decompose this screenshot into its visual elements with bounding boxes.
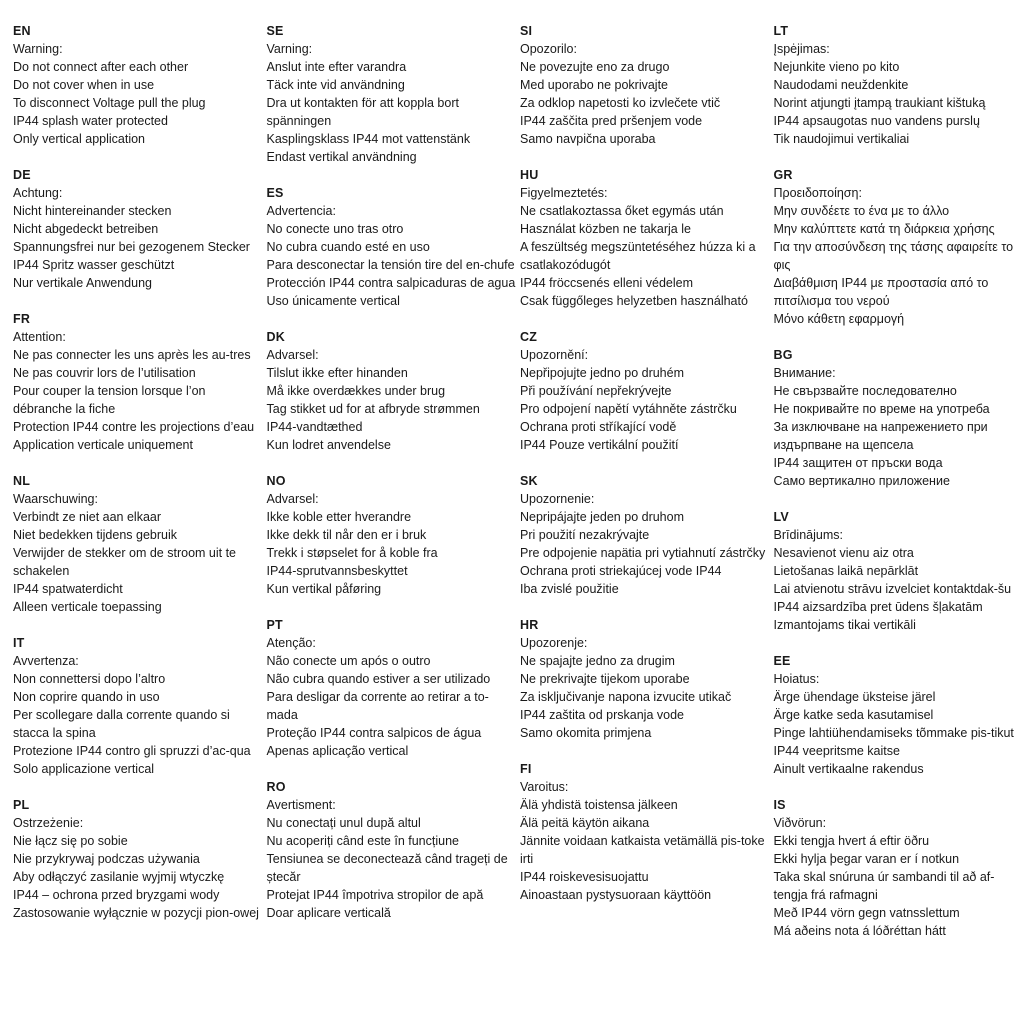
warning-line: Ärge ühendage üksteise järel	[773, 690, 936, 704]
language-section-fi	[520, 760, 770, 904]
language-section-gr	[774, 166, 1020, 328]
warning-line: Não conecte um após o outro	[266, 654, 431, 668]
warning-line: Ochrana proti stříkající vodě	[520, 420, 677, 434]
warning-line: IP44-sprutvannsbeskyttet	[266, 564, 408, 578]
warning-line: За изключване на напрежението при издърпване на щепсела	[773, 420, 988, 452]
warning-line: Não cubra quando estiver a ser utilizado	[266, 672, 491, 686]
language-section-bg	[774, 346, 1020, 490]
warning-heading: Внимание:	[773, 366, 836, 380]
warning-line: Taka skal snúruna úr sambandi til að af-tengja frá rafmagni	[773, 870, 995, 902]
warning-heading: Avvertenza:	[13, 654, 79, 668]
language-section-pt	[267, 616, 517, 760]
warning-line: Ne csatlakoztassa őket egymás után	[520, 204, 724, 218]
language-section-de	[13, 166, 263, 292]
language-section-ro	[267, 778, 517, 922]
warning-line: Ikke dekk til når den er i bruk	[266, 528, 427, 542]
language-code: SE	[266, 24, 284, 38]
warning-line: Samo navpična uporaba	[520, 132, 656, 146]
warning-line: A feszültség megszüntetéséhez húzza ki a csatlakozódugót	[520, 240, 756, 272]
warning-line: Lai atvienotu strāvu izvelciet kontaktdak-šu	[773, 582, 1012, 596]
language-section-is	[774, 796, 1020, 940]
warning-heading: Varning:	[266, 42, 313, 56]
warning-line: Csak függőleges helyzetben használható	[520, 294, 748, 308]
warning-heading: Atenção:	[266, 636, 316, 650]
warning-line: IP44 spatwaterdicht	[13, 582, 123, 596]
warning-line: Má aðeins nota á lóðréttan hátt	[773, 924, 946, 938]
warning-heading: Προειδοποίηση:	[773, 186, 862, 200]
warning-line: Per scollegare dalla corrente quando si stacca la spina	[13, 708, 230, 740]
language-code: PT	[266, 618, 283, 632]
warning-line: IP44 Spritz wasser geschützt	[13, 258, 175, 272]
warning-line: IP44 aizsardzība pret ūdens šļakatām	[773, 600, 983, 614]
warning-line: Do not connect after each other	[13, 60, 189, 74]
warning-heading: Brīdinājums:	[773, 528, 843, 542]
warning-line: Za isključivanje napona izvucite utikač	[520, 690, 732, 704]
warning-line: Aby odłączyć zasilanie wyjmij wtyczkę	[13, 870, 225, 884]
warning-line: Verbindt ze niet aan elkaar	[13, 510, 162, 524]
warning-line: IP44-vandtæthed	[266, 420, 363, 434]
language-code: LT	[773, 24, 789, 38]
language-section-sk	[520, 472, 770, 598]
warning-heading: Achtung:	[13, 186, 63, 200]
warning-line: Ochrana proti striekajúcej vode IP44	[520, 564, 722, 578]
warning-line: Nu conectați unul după altul	[266, 816, 421, 830]
language-code: EN	[13, 24, 31, 38]
language-code: RO	[266, 780, 286, 794]
warning-line: Nicht hintereinander stecken	[13, 204, 172, 218]
warning-line: Do not cover when in use	[13, 78, 155, 92]
warning-line: Tik naudojimui vertikaliai	[773, 132, 910, 146]
warning-line: IP44 apsaugotas nuo vandens purslų	[773, 114, 980, 128]
language-code: SK	[520, 474, 538, 488]
warning-line: Med uporabo ne pokrivajte	[520, 78, 669, 92]
language-code: HU	[520, 168, 539, 182]
warning-line: IP44 fröccsenés elleni védelem	[520, 276, 694, 290]
language-code: IS	[773, 798, 786, 812]
language-code: ES	[266, 186, 284, 200]
warning-line: Apenas aplicação vertical	[266, 744, 409, 758]
warning-line: Verwijder de stekker om de stroom uit te schakelen	[13, 546, 237, 578]
language-section-en	[13, 22, 263, 148]
warning-line: Μην καλύπτετε κατά τη διάρκεια χρήσης	[773, 222, 995, 236]
warning-line: No cubra cuando esté en uso	[266, 240, 430, 254]
warning-heading: Hoiatus:	[773, 672, 820, 686]
warning-line: Ne povezujte eno za drugo	[520, 60, 670, 74]
warning-line: Trekk i støpselet for å koble fra	[266, 546, 438, 560]
warning-heading: Viðvörun:	[773, 816, 827, 830]
warning-line: Pre odpojenie napätia pri vytiahnutí zástrčky	[520, 546, 766, 560]
warning-heading: Įspėjimas:	[773, 42, 830, 56]
language-column	[774, 22, 1024, 1024]
language-section-fr	[13, 310, 263, 454]
warning-line: Täck inte vid användning	[266, 78, 405, 92]
warning-line: Ekki hylja þegar varan er í notkun	[773, 852, 960, 866]
warning-line: Nicht abgedeckt betreiben	[13, 222, 159, 236]
warning-heading: Varoitus:	[520, 780, 569, 794]
language-code: IT	[13, 636, 25, 650]
language-code: HR	[520, 618, 539, 632]
warning-line: Iba zvislé použitie	[520, 582, 619, 596]
warning-line: Pinge lahtiühendamiseks tõmmake pis-tikut	[773, 726, 1014, 740]
language-column	[13, 22, 267, 1024]
warning-heading: Waarschuwing:	[13, 492, 98, 506]
warning-line: Para desconectar la tensión tire del en-chufe	[266, 258, 515, 272]
warning-line: IP44 zaštita od prskanja vode	[520, 708, 684, 722]
language-code: FI	[520, 762, 532, 776]
warning-line: Nepřipojujte jedno po druhém	[520, 366, 684, 380]
warning-heading: Warning:	[13, 42, 63, 56]
language-section-cz	[520, 328, 770, 454]
language-code: LV	[773, 510, 789, 524]
warning-line: Norint atjungti įtampą traukiant kištuką	[773, 96, 986, 110]
language-section-no	[267, 472, 517, 598]
language-section-dk	[267, 328, 517, 454]
warning-line: Ne pas couvrir lors de l’utilisation	[13, 366, 196, 380]
language-code: CZ	[520, 330, 538, 344]
warning-line: Не покривайте по време на употреба	[773, 402, 990, 416]
warning-line: Ikke koble etter hverandre	[266, 510, 412, 524]
warning-line: IP44 veepritsme kaitse	[773, 744, 900, 758]
warning-line: IP44 zaščita pred pršenjem vode	[520, 114, 703, 128]
warning-line: Älä yhdistä toistensa jälkeen	[520, 798, 678, 812]
warning-heading: Opozorilo:	[520, 42, 577, 56]
warning-line: Alleen verticale toepassing	[13, 600, 162, 614]
warning-line: Spannungsfrei nur bei gezogenem Stecker	[13, 240, 250, 254]
warning-line: Tag stikket ud for at afbryde strømmen	[266, 402, 480, 416]
warning-line: Pour couper la tension lorsque l’on débranche la fiche	[13, 384, 206, 416]
warning-line: Tensiunea se deconectează când trageți de ștecăr	[266, 852, 508, 884]
warning-heading: Advarsel:	[266, 492, 319, 506]
warning-line: Διαβάθμιση IP44 με προστασία από το πιτσίλισμα του νερού	[773, 276, 989, 308]
language-code: DK	[266, 330, 285, 344]
warning-line: IP44 Pouze vertikální použití	[520, 438, 679, 452]
warning-line: Nesavienot vienu aiz otra	[773, 546, 914, 560]
language-code: GR	[773, 168, 793, 182]
warning-heading: Attention:	[13, 330, 66, 344]
language-section-pl	[13, 796, 263, 922]
warning-line: Ärge katke seda kasutamisel	[773, 708, 934, 722]
warning-line: Protección IP44 contra salpicaduras de agua Uso únicamente vertical	[266, 276, 516, 308]
language-section-it	[13, 634, 263, 778]
warning-line: Doar aplicare verticală	[266, 906, 391, 920]
language-section-hu	[520, 166, 770, 310]
language-section-ee	[774, 652, 1020, 778]
warning-line: Ne prekrivajte tijekom uporabe	[520, 672, 690, 686]
language-section-si	[520, 22, 770, 148]
warning-line: Ekki tengja hvert á eftir öðru	[773, 834, 930, 848]
warning-line: IP44 splash water protected	[13, 114, 168, 128]
warning-line: Para desligar da corrente ao retirar a to-mada	[266, 690, 489, 722]
warning-line: Μην συνδέετε το ένα με το άλλο	[773, 204, 950, 218]
language-section-es	[267, 184, 517, 310]
warning-line: Application verticale uniquement	[13, 438, 193, 452]
warning-line: Ne spajajte jedno za drugim	[520, 654, 675, 668]
language-code: NO	[266, 474, 286, 488]
warning-line: Ainoastaan pystysuoraan käyttöön	[520, 888, 712, 902]
warning-line: IP44 roiskevesisuojattu	[520, 870, 649, 884]
warning-heading: Ostrzeżenie:	[13, 816, 84, 830]
warning-line: Non coprire quando in uso	[13, 690, 160, 704]
language-section-lv	[774, 508, 1020, 634]
warning-line: Protezione IP44 contro gli spruzzi d’ac-qua	[13, 744, 251, 758]
warning-line: Kasplingsklass IP44 mot vattenstänk	[266, 132, 471, 146]
warning-line: Izmantojams tikai vertikāli	[773, 618, 916, 632]
warning-heading: Advertencia:	[266, 204, 336, 218]
language-code: EE	[773, 654, 791, 668]
warning-line: Не свързвайте последователно	[773, 384, 957, 398]
warning-line: Nie łącz się po sobie	[13, 834, 128, 848]
language-section-hr	[520, 616, 770, 742]
warning-line: Nepripájajte jeden po druhom	[520, 510, 684, 524]
warning-line: Kun vertikal påføring	[266, 582, 382, 596]
warning-line: Protection IP44 contre les projections d’eau	[13, 420, 255, 434]
warning-line: Για την αποσύνδεση της τάσης αφαιρείτε το φις	[773, 240, 1014, 272]
warning-line: Samo okomita primjena	[520, 726, 652, 740]
warning-line: Nejunkite vieno po kito	[773, 60, 900, 74]
language-code: DE	[13, 168, 31, 182]
warning-line: Nur vertikale Anwendung	[13, 276, 152, 290]
warning-line: Only vertical application	[13, 132, 146, 146]
warning-line: Non connettersi dopo l’altro	[13, 672, 166, 686]
warning-line: Ainult vertikaalne rakendus	[773, 762, 924, 776]
warning-line: IP44 – ochrona przed bryzgami wody	[13, 888, 220, 902]
language-code: NL	[13, 474, 31, 488]
warning-line: Само вертикално приложение	[773, 474, 950, 488]
warning-line: Anslut inte efter varandra	[266, 60, 407, 74]
warning-heading: Upozornění:	[520, 348, 589, 362]
warning-line: Kun lodret anvendelse	[266, 438, 391, 452]
warning-line: Pro odpojení napětí vytáhněte zástrčku	[520, 402, 737, 416]
warning-line: Lietošanas laikā nepārklāt	[773, 564, 919, 578]
warning-line: Μόνο κάθετη εφαρμογή	[773, 312, 905, 326]
warning-line: Niet bedekken tijdens gebruik	[13, 528, 177, 542]
warning-line: Dra ut kontakten för att koppla bort spänningen	[266, 96, 459, 128]
warning-line: Proteção IP44 contra salpicos de água	[266, 726, 482, 740]
warning-line: Älä peitä käytön aikana	[520, 816, 650, 830]
warning-line: IP44 защитен от пръски вода	[773, 456, 943, 470]
warning-line: No conecte uno tras otro	[266, 222, 404, 236]
warning-line: Tilslut ikke efter hinanden	[266, 366, 408, 380]
language-code: PL	[13, 798, 30, 812]
warning-line: Nu acoperiți când este în funcțiune	[266, 834, 459, 848]
warning-line: Protejat IP44 împotriva stropilor de apă	[266, 888, 484, 902]
warning-heading: Upozorenje:	[520, 636, 588, 650]
warning-line: Með IP44 vörn gegn vatnsslettum	[773, 906, 960, 920]
language-column	[520, 22, 774, 1024]
warning-heading: Avertisment:	[266, 798, 336, 812]
language-section-nl	[13, 472, 263, 616]
language-section-lt	[774, 22, 1020, 148]
warning-line: Za odklop napetosti ko izvlečete vtič	[520, 96, 721, 110]
warning-line: Pri použití nezakrývajte	[520, 528, 650, 542]
warning-line: Endast vertikal användning	[266, 150, 417, 164]
language-section-se	[267, 22, 517, 166]
warning-line: Ne pas connecter les uns après les au-tres	[13, 348, 251, 362]
warning-line: Naudodami neuždenkite	[773, 78, 909, 92]
warning-line: Při používání nepřekrývejte	[520, 384, 672, 398]
language-code: SI	[520, 24, 533, 38]
warning-line: Zastosowanie wyłącznie w pozycji pion-owej	[13, 906, 259, 920]
warning-line: Må ikke overdækkes under brug	[266, 384, 446, 398]
language-code: FR	[13, 312, 31, 326]
warning-line: To disconnect Voltage pull the plug	[13, 96, 206, 110]
language-column	[267, 22, 521, 1024]
warning-heading: Figyelmeztetés:	[520, 186, 608, 200]
warning-line: Használat közben ne takarja le	[520, 222, 691, 236]
warning-line: Jännite voidaan katkaista vetämällä pis-toke irti	[520, 834, 765, 866]
warning-line: Nie przykrywaj podczas używania	[13, 852, 200, 866]
warning-heading: Advarsel:	[266, 348, 319, 362]
warning-heading: Upozornenie:	[520, 492, 595, 506]
warning-line: Solo applicazione vertical	[13, 762, 155, 776]
language-code: BG	[773, 348, 793, 362]
